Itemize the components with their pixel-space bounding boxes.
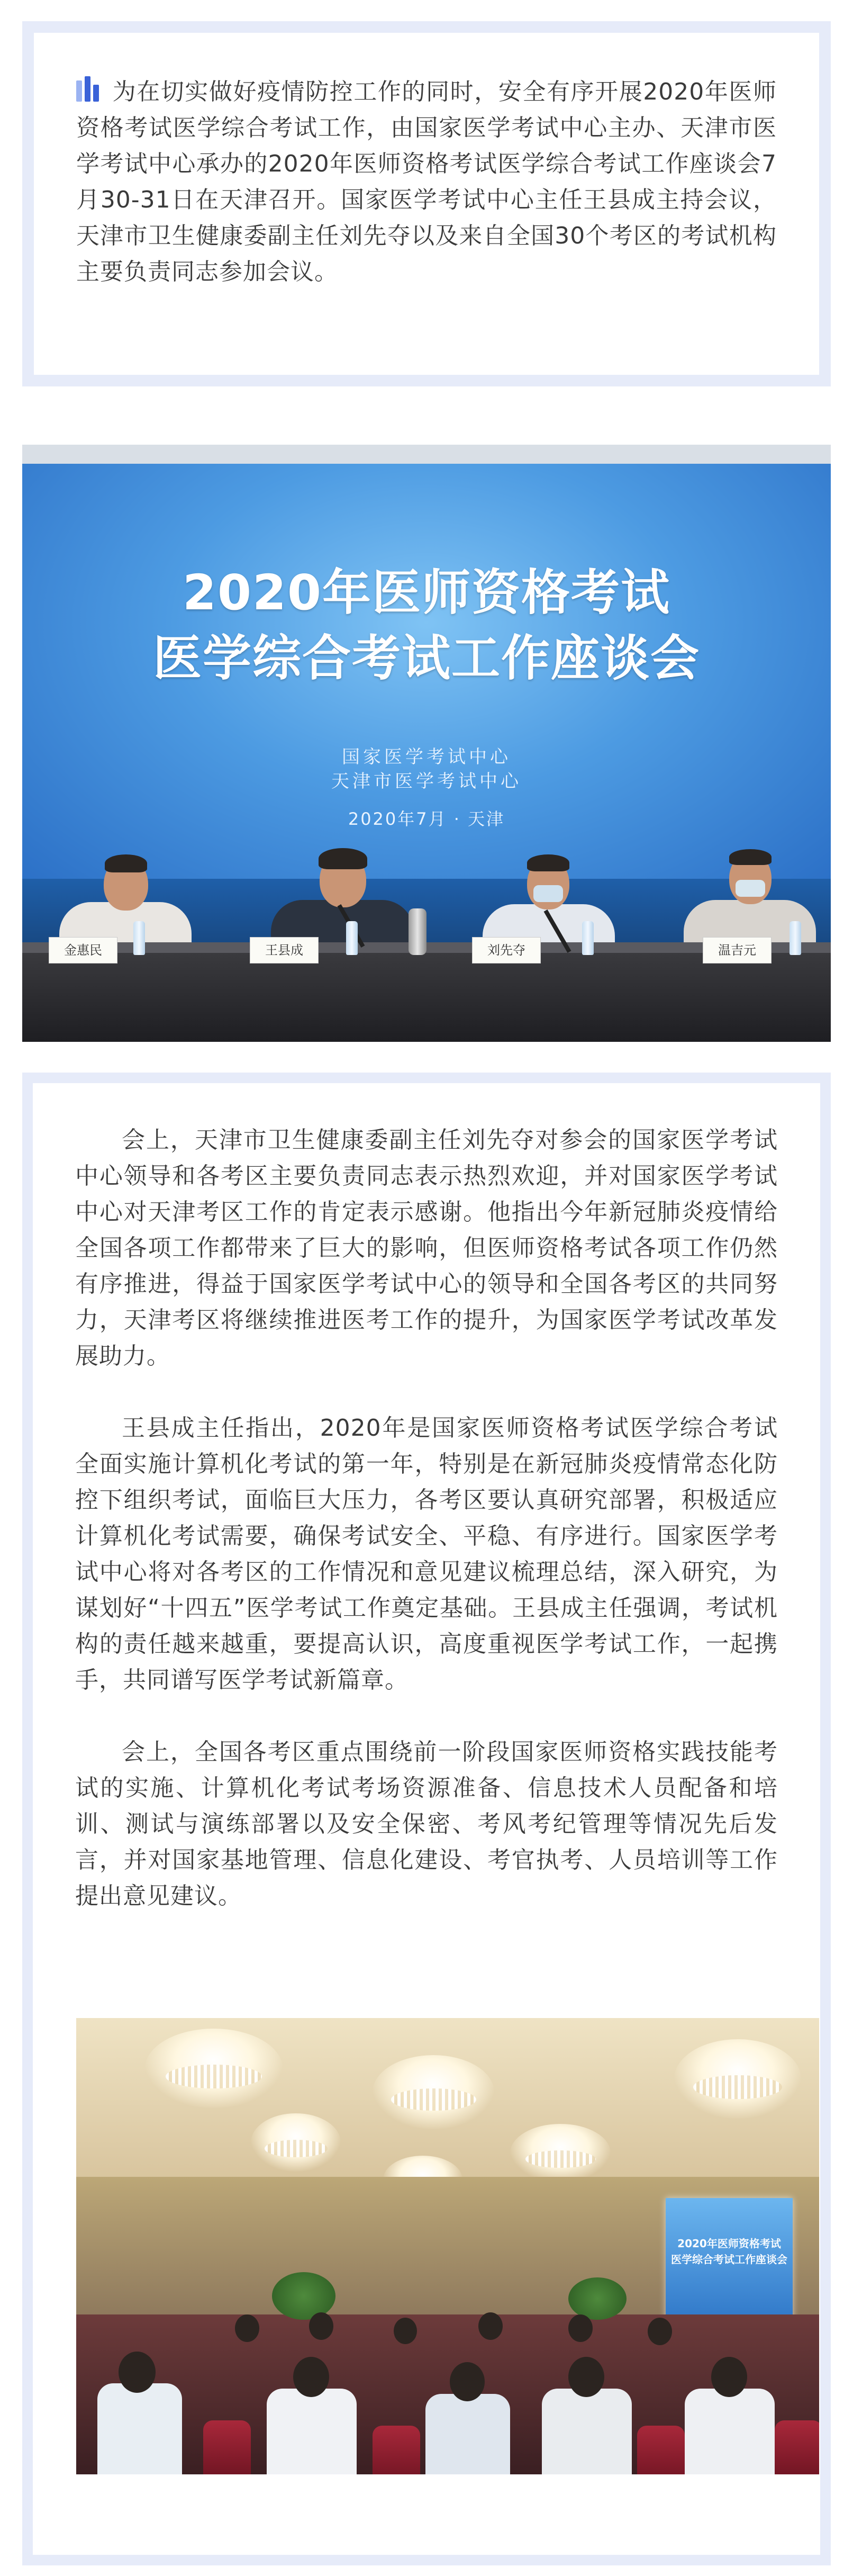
attendee-head <box>235 2314 259 2342</box>
chandelier <box>145 2029 283 2108</box>
paragraph-1: 会上，天津市卫生健康委副主任刘先夺对参会的国家医学考试中心领导和各考区主要负责同志表示热烈欢迎，并对国家医学考试中心对天津考区工作的肯定表示感谢。他指出今年新冠肺炎疫情给全国各项工作都带来了巨大的影响，但医师资格考试各项工作仍然有序推进，得益于国家医学考试中心的领导和全国各考区的共同努力，天津考区将继续推进医考工作的提升，为国家医学考试改革发展助力。 <box>75 1127 778 1370</box>
intro-text: 为在切实做好疫情防控工作的同时，安全有序开展2020年医师资格考试医学综合考试工作，由国家医学考试中心主办、天津市医学考试中心承办的2020年医师资格考试医学综合考试工作座谈会7月30-31日在天津召开。国家医学考试中心主任王县成主持会议，天津市卫生健康委副主任刘先夺以及来自全国30个考区的考试机构主要负责同志参加会议。 <box>76 78 777 285</box>
nameplate-4: 温吉元 <box>703 937 772 963</box>
meeting-podium-photo <box>22 445 831 1042</box>
intro-box <box>22 21 831 386</box>
attendee-body <box>97 2383 182 2474</box>
attendee-head <box>293 2357 329 2397</box>
attendee-body <box>267 2389 357 2474</box>
chandelier <box>251 2113 341 2172</box>
attendee-head <box>711 2357 747 2397</box>
nameplate-3: 刘先夺 <box>472 937 541 963</box>
water-bottle <box>346 921 358 955</box>
ceiling-strip <box>22 445 831 464</box>
attendee-head <box>119 2352 156 2393</box>
banner-organizer1: 国家医学考试中心 <box>342 746 511 768</box>
attendee-head <box>309 2312 333 2340</box>
plant <box>568 2277 627 2320</box>
intro-paragraph <box>76 74 777 290</box>
attendee-head <box>394 2318 417 2344</box>
chair <box>373 2426 420 2474</box>
water-bottle <box>133 921 145 955</box>
paragraph-3: 会上，全国各考区重点围绕前一阶段国家医师资格实践技能考试的实施、计算机化考试考场资源准备、信息技术人员配备和培训、测试与演练部署以及安全保密、考风考纪管理等情况先后发言，并对国家基地管理、信息化建设、考官执考、人员培训等工作提出意见建议。 <box>75 1739 778 1910</box>
attendee-head <box>568 2357 604 2397</box>
banner-title-line1: 2020年医师资格考试 <box>182 564 671 621</box>
chandelier <box>510 2124 611 2182</box>
attendee-head <box>478 2312 503 2340</box>
banner-organizer2: 天津市医学考试中心 <box>331 771 522 792</box>
hall-screen-line1: 2020年医师资格考试 <box>677 2237 781 2250</box>
nameplate-1: 金惠民 <box>49 937 117 963</box>
nameplate-2: 王县成 <box>250 937 319 963</box>
water-bottle <box>582 921 594 955</box>
paragraph-2: 王县成主任指出，2020年是国家医师资格考试医学综合考试全面实施计算机化考试的第一年，特别是在新冠肺炎疫情常态化防控下组织考试，面临巨大压力，各考区要认真研究部署，积极适应计算机化考试需要，确保考试安全、平稳、有序进行。国家医学考试中心将对各考区的工作情况和意见建议梳理总结，深入研究，为谋划好“十四五”医学考试工作奠定基础。王县成主任强调，考试机构的责任越来越重，要提高认识，高度重视医学考试工作，一起携手，共同谱写医学考试新篇章。 <box>75 1415 778 1694</box>
content-box <box>22 1073 831 2565</box>
banner-title-line2: 医学综合考试工作座谈会 <box>152 630 700 687</box>
chandelier <box>674 2039 801 2119</box>
intro-inner <box>34 33 819 375</box>
chair <box>203 2420 251 2474</box>
attendee-head <box>568 2314 593 2342</box>
banner-date-place: 2020年7月 · 天津 <box>348 809 505 829</box>
bar-chart-icon <box>76 76 101 102</box>
plant <box>272 2272 335 2320</box>
attendee-body <box>685 2389 775 2474</box>
water-bottle <box>790 921 801 955</box>
attendee-head <box>648 2318 672 2345</box>
hall-screen <box>666 2198 793 2323</box>
hall-screen-line2: 医学综合考试工作座谈会 <box>671 2253 787 2266</box>
podium-table <box>22 953 831 1042</box>
conference-hall-photo <box>76 2018 819 2474</box>
chandelier <box>373 2055 494 2129</box>
chair <box>637 2426 685 2474</box>
attendee-body <box>542 2389 632 2474</box>
attendee-body <box>425 2394 510 2474</box>
thermos <box>409 908 426 955</box>
chair <box>775 2420 819 2474</box>
attendee-head <box>450 2362 485 2401</box>
content-inner <box>33 1083 820 2555</box>
